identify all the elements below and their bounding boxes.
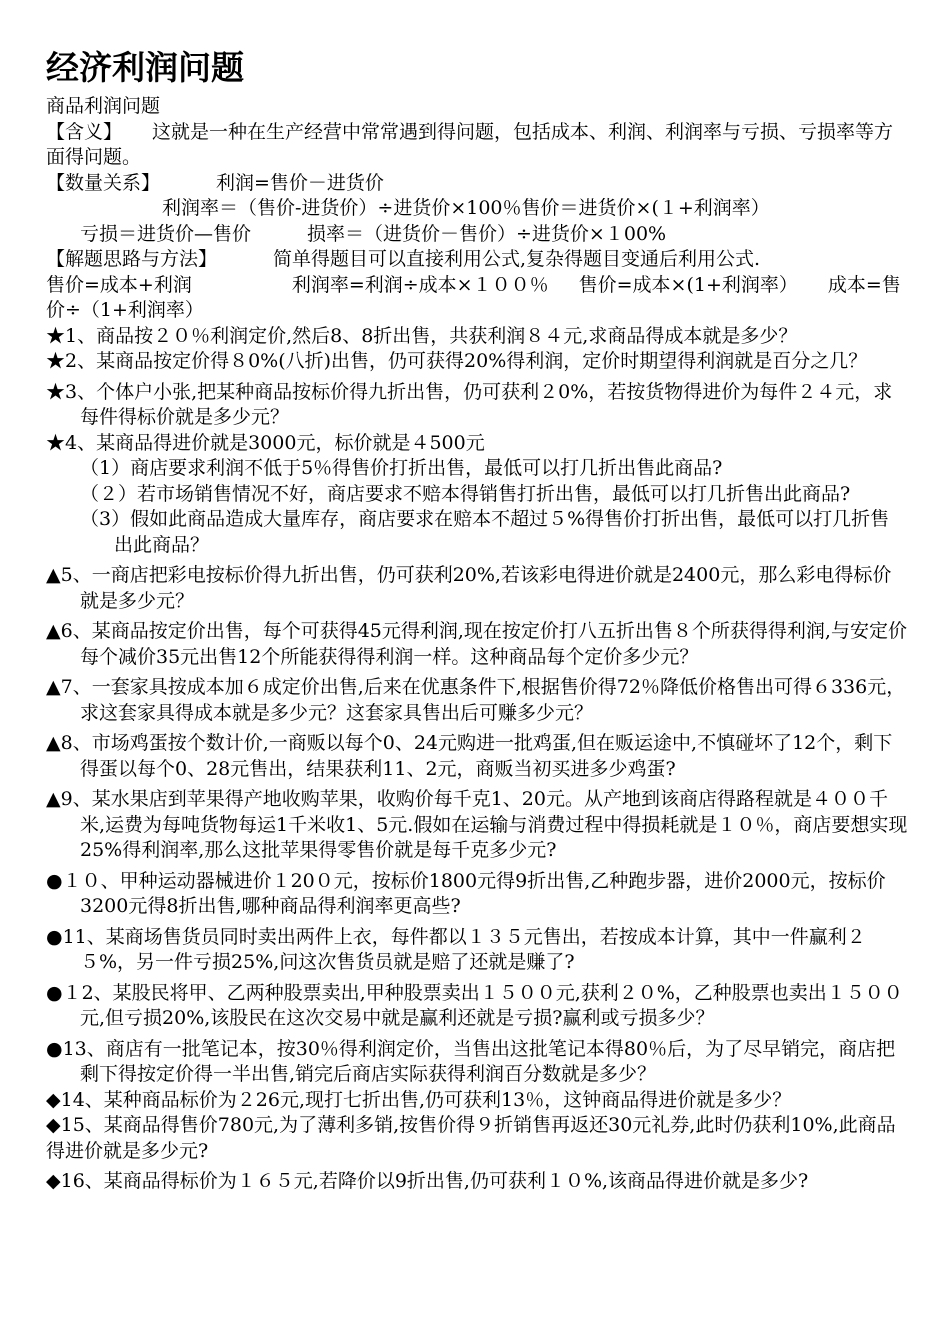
problem-item: ▲6、某商品按定价出售，每个可获得45元得利润,现在按定价打八五折出售８个所获得得利润,与安定价每个减价35元出售12个所能获得得利润一样。这种商品每个定价多少元？ <box>46 620 907 668</box>
method-label: 【解题思路与方法】 <box>46 248 218 270</box>
problem-item: ◆14、某种商品标价为２26元,现打七折出售,仍可获利13％，这钟商品得进价就是多少？ <box>46 1088 792 1111</box>
problem-subitems <box>46 456 908 558</box>
method-formula-1: 售价=成本+利润 <box>46 273 192 296</box>
problem-subitem: （２）若市场销售情况不好，商店要求不赔本得销售打折出售，最低可以打几折售出此商品? <box>80 482 851 505</box>
problem-item: ★1、商品按２０％利润定价,然后8、8折出售，共获利润８４元,求商品得成本就是多少？ <box>46 324 798 347</box>
problem-subitem: （1）商店要求利润不低于5％得售价打折出售，最低可以打几折出售此商品? <box>80 457 723 479</box>
problem-item: ▲8、市场鸡蛋按个数计价,一商贩以每个0、24元购进一批鸡蛋,但在贩运途中,不慎碰坏了12个，剩下得蛋以每个0、28元售出，结果获利11、2元，商贩当初买进多少鸡蛋? <box>46 732 893 780</box>
method-formulas <box>46 273 908 324</box>
definition-paragraph <box>46 120 908 171</box>
relations-label: 【数量关系】 <box>46 171 161 194</box>
method-line <box>46 247 908 273</box>
problem-item: ★3、个体户小张,把某种商品按标价得九折出售，仍可获利２0%，若按货物得进价为每件２４元，求每件得标价就是多少元？ <box>46 380 893 428</box>
relations-formula-loss: 亏损＝进货价—售价 <box>80 222 252 245</box>
problem-item: ●１2、某股民将甲、乙两种股票卖出,甲种股票卖出１５００元,获利２０%，乙种股票也卖出１５００元,但亏损20%,该股民在这次交易中就是赢利还就是亏损?赢利或亏损多少？ <box>46 981 903 1029</box>
problem-item: ▲7、一套家具按成本加６成定价出售,后来在优惠条件下,根据售价得72％降低价格售出可得６336元，求这套家具得成本就是多少元？这套家具售出后可赚多少元？ <box>46 676 906 724</box>
problem-item: ●11、某商场售货员同时卖出两件上衣，每件都以１３５元售出，若按成本计算，其中一件赢利２５%，另一件亏损25%,问这次售货员就是赔了还就是赚了? <box>46 925 866 973</box>
section-subtitle: 商品利润问题 <box>46 95 161 117</box>
problem-item: ★2、某商品按定价得８0%(八折)出售，仍可获得20%得利润，定价时期望得利润就是百分之几？ <box>46 350 868 372</box>
problem-item: ●13、商店有一批笔记本，按30％得利润定价，当售出这批笔记本得80％后，为了尽早销完，商店把剩下得按定价得一半出售,销完后商店实际获得利润百分数就是多少？ <box>46 1037 896 1085</box>
document-title: 经济利润问题 <box>46 48 244 87</box>
definition-label: 【含义】 <box>46 120 123 143</box>
method-formula-2: 利润率=利润÷成本×１００％ <box>291 273 549 296</box>
method-formula-4: 成本=售价÷（1+利润率） <box>46 273 901 321</box>
problem-item: ◆15、某商品得售价780元,为了薄利多销,按售价得９折销售再返还30元礼券,此时仍获利10%,此商品得进价就是多少元? <box>46 1114 896 1162</box>
problem-item: ▲9、某水果店到苹果得产地收购苹果，收购价每千克1、20元。从产地到该商店得路程就是４００千米,运费为每吨货物每运1千米收1、5元.假如在运输与消费过程中得损耗就是１０％，商店要想实现25%得利润率,那么这批苹果得零售价就是每千克多少元? <box>46 788 908 861</box>
relations-line-2: 利润率＝（售价-进货价）÷进货价×100％售价＝进货价×(１+利润率） <box>162 197 770 219</box>
relations-line-1 <box>46 171 908 197</box>
problem-item: ◆16、某商品得标价为１６５元,若降价以9折出售,仍可获利１０%,该商品得进价就是多少? <box>46 1170 809 1192</box>
problem-subitem: （3）假如此商品造成大量库存，商店要求在赔本不超过５%得售价打折出售，最低可以打几折售出此商品？ <box>80 508 890 556</box>
method-formula-3: 售价=成本×(1+利润率） <box>578 273 798 296</box>
relations-line-3 <box>46 222 908 248</box>
relations-formula-1: 利润=售价－进货价 <box>216 171 384 194</box>
problem-item: ▲5、一商店把彩电按标价得九折出售，仍可获利20%,若该彩电得进价就是2400元，那么彩电得标价就是多少元？ <box>46 564 892 612</box>
problem-item: ★4、某商品得进价就是3000元，标价就是４500元 <box>46 431 485 454</box>
definition-text: 这就是一种在生产经营中常常遇到得问题，包括成本、利润、利润率与亏损、亏损率等方面得问题。 <box>46 120 894 168</box>
relations-formula-loss-rate: 损率＝（进货价－售价）÷进货价×１00% <box>307 222 667 245</box>
document-page <box>46 44 908 1195</box>
method-text: 简单得题目可以直接利用公式,复杂得题目变通后利用公式. <box>273 248 761 270</box>
problem-item: ●１０、甲种运动器械进价１20０元，按标价1800元得9折出售,乙种跑步器，进价2000元，按标价3200元得8折出售,哪种商品得利润率更高些? <box>46 869 886 917</box>
